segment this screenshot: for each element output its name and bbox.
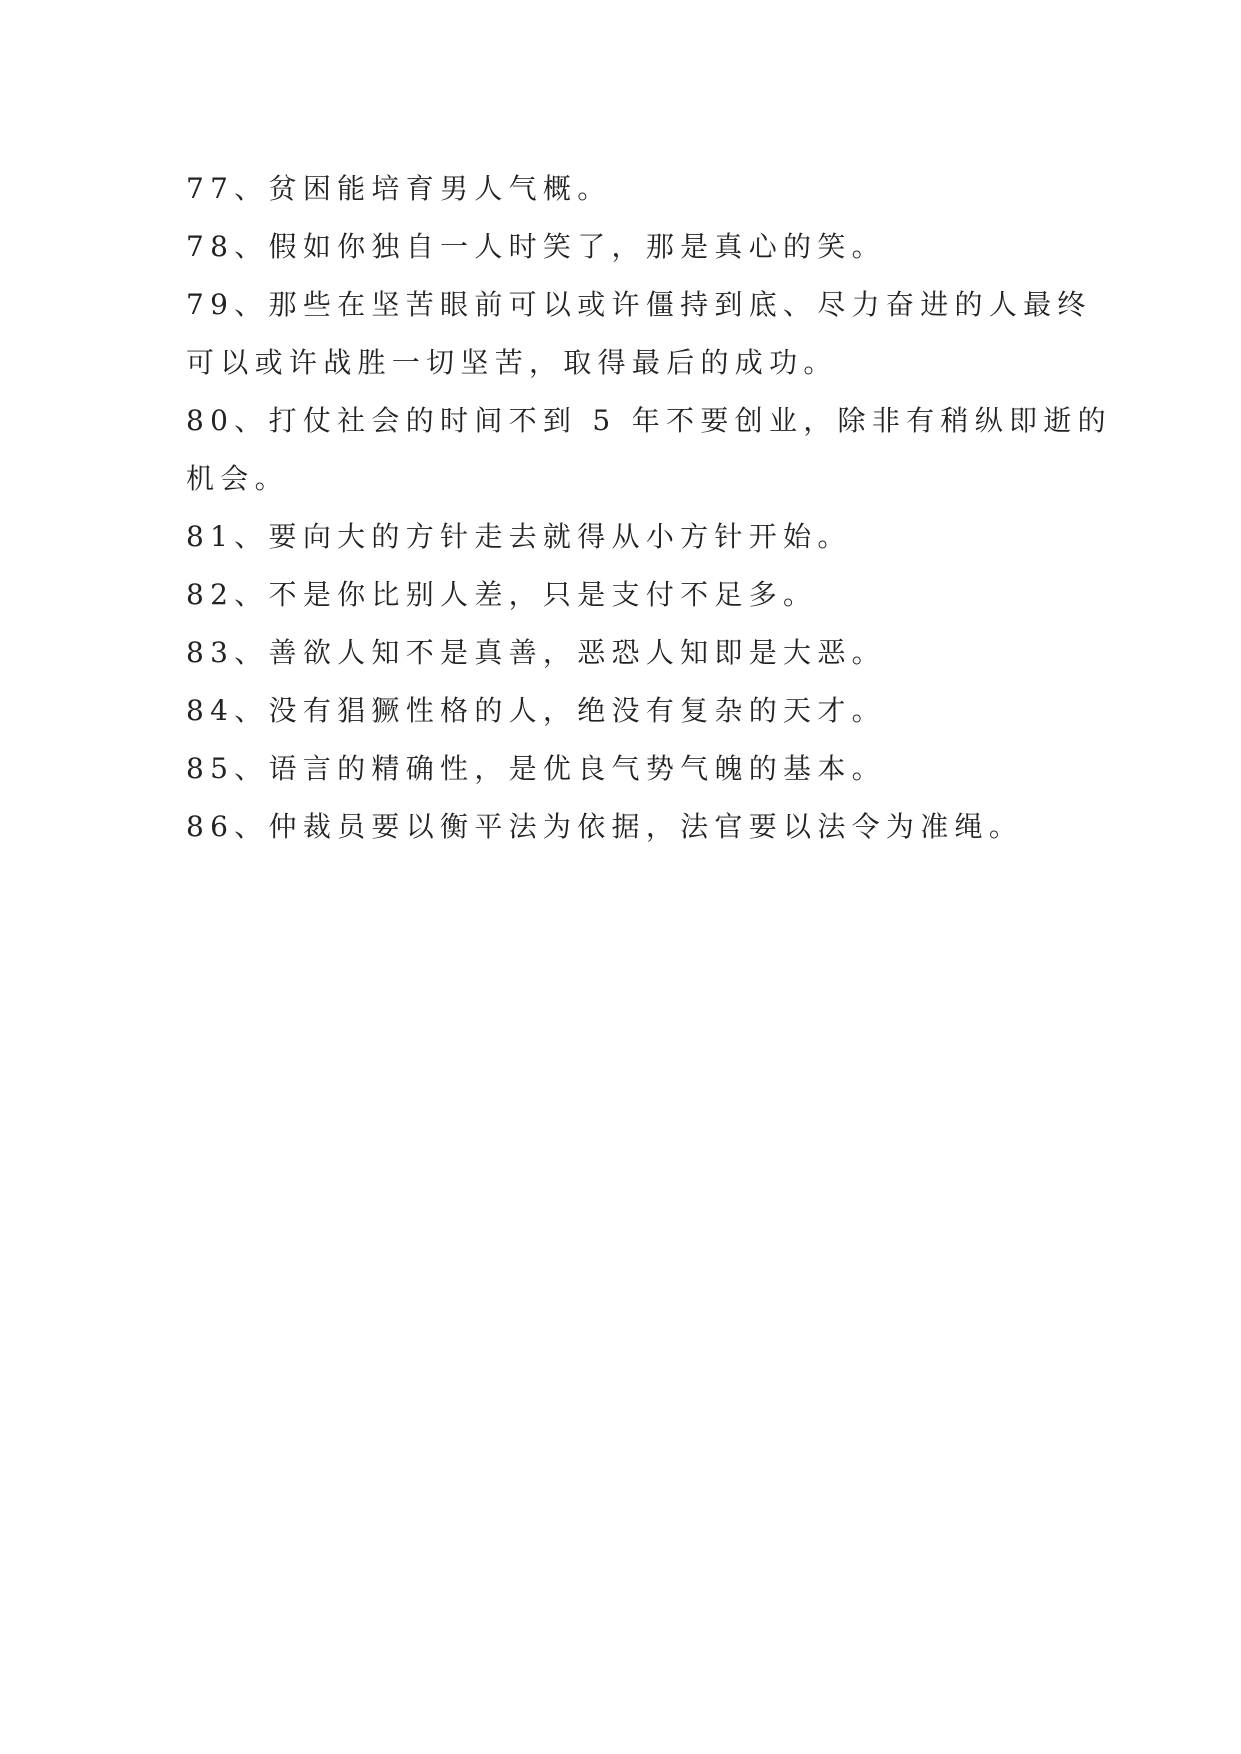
text-line-80-continued: 机会。 [186, 462, 289, 495]
text-line-80: 80、打仗社会的时间不到 5 年不要创业，除非有稍纵即逝的 [186, 404, 1112, 437]
text-line-79-continued: 可以或许战胜一切坚苦，取得最后的成功。 [186, 346, 838, 379]
text-line-82: 82、不是你比别人差，只是支付不足多。 [186, 578, 818, 611]
text-line-77: 77、贫困能培育男人气概。 [186, 172, 612, 205]
text-line-83: 83、善欲人知不是真善，恶恐人知即是大恶。 [186, 636, 886, 669]
text-line-79: 79、那些在坚苦眼前可以或许僵持到底、尽力奋进的人最终 [186, 288, 1092, 321]
text-line-81: 81、要向大的方针走去就得从小方针开始。 [186, 520, 852, 553]
text-line-84: 84、没有猖獗性格的人，绝没有复杂的天才。 [186, 694, 886, 727]
text-line-78: 78、假如你独自一人时笑了，那是真心的笑。 [186, 230, 886, 263]
text-line-85: 85、语言的精确性，是优良气势气魄的基本。 [186, 752, 886, 785]
text-line-86: 86、仲裁员要以衡平法为依据，法官要以法令为准绳。 [186, 810, 1024, 843]
document-body [186, 160, 1112, 856]
